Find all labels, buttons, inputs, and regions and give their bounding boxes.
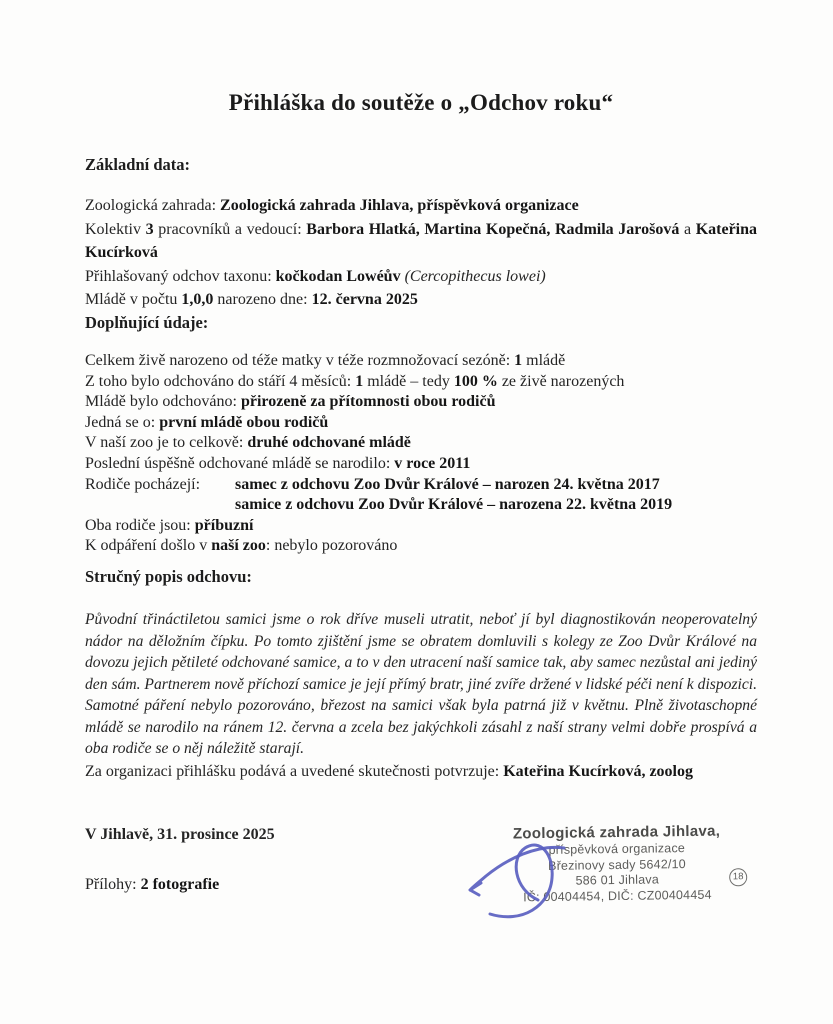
field-value: 1 <box>355 372 364 390</box>
place-date-line: V Jihlavě, 31. prosince 2025 <box>85 826 275 843</box>
field-label: Poslední úspěšně odchované mládě se narodilo: <box>85 454 395 472</box>
field-label: Mládě v počtu <box>85 291 182 308</box>
field-value: první mládě obou rodičů <box>159 413 329 431</box>
field-value: v roce 2011 <box>394 454 471 472</box>
field-odchovano <box>85 392 757 413</box>
field-value: příbuzní <box>194 516 254 534</box>
field-label: Rodiče pocházejí: <box>85 475 201 493</box>
description-paragraph: Původní třináctiletou samici jsme o rok dříve museli utratit, neboť jí byl diagnostikován neoperovatelný nádor na děložním čípku. Po tomto zjištění jsme se obratem domluvili s kolegy ze Zoo Dvůr Králové na dovozu jejich pětileté odchované samice, a to v den utracení naší samice tak, aby samec nezůstal ani jediný den sám. Partnerem nově příchozí samice je její přímý bratr, jiné zvíře držené v lidské péči není k dispozici. Samotné páření nebylo pozorováno, březost na samici však byla patrná již v květnu. Plně životaschopné mládě se narodilo na ránem 12. června a zcela bez jakýchkoli zásahl z naší strany velmi dobře prospívá a oba rodiče se o něj náležitě starají. <box>85 611 757 757</box>
field-label: narozeno dne: <box>213 291 312 308</box>
field-podava <box>85 763 757 781</box>
field-oba <box>85 516 757 537</box>
field-label: K odpáření došlo v <box>85 537 212 555</box>
document-title: Přihláška do soutěže o „Odchov roku“ <box>228 90 614 115</box>
field-label: mládě – tedy <box>363 372 454 390</box>
stamp-line: IČ: 00404454, DIČ: CZ00404454 <box>523 887 712 905</box>
field-rodice <box>85 475 757 516</box>
section-heading-details: Doplňující údaje: <box>85 313 209 332</box>
stamp-line: Březinovy sady 5642/10 <box>547 856 687 873</box>
field-label: Přihlašovaný odchov taxonu: <box>85 267 276 285</box>
field-value: 2 fotografie <box>140 876 220 893</box>
field-value: 3 <box>145 220 154 238</box>
field-label: Kolektiv <box>85 220 146 238</box>
field-jedna <box>85 413 757 434</box>
field-label: : nebylo pozorováno <box>265 537 398 555</box>
field-value: přirozeně za přítomnosti obou rodičů <box>240 393 496 411</box>
field-value: Zoologická zahrada Jihlava, příspěvková organizace <box>220 197 579 214</box>
signature-icon <box>452 834 602 926</box>
field-value: 100 % <box>453 372 498 390</box>
field-value: 12. června 2025 <box>311 291 418 308</box>
field-latin-name: (Cercopithecus lowei) <box>404 267 546 285</box>
field-label: Celkem živě narozeno od téže matky v téže rozmnožovací sezóně: <box>85 352 515 369</box>
field-samec: samec z odchovu Zoo Dvůr Králové – narozen 24. května 2017 <box>235 475 660 493</box>
field-odpareni <box>85 536 757 557</box>
stamp-line: příspěvková organizace <box>548 841 686 857</box>
stamp-org-name: Zoologická zahrada Jihlava, <box>512 822 721 843</box>
section-heading-description: Stručný popis odchovu: <box>85 567 252 586</box>
field-value: Kateřina Kucírková <box>85 220 758 261</box>
field-label: ze živě narozených <box>497 372 625 390</box>
field-label: Mládě bylo odchováno: <box>85 393 241 411</box>
section-heading-basic: Základní data: <box>85 155 190 174</box>
field-value: 1,0,0 <box>181 291 214 308</box>
field-value: Kateřina Kucírková, zoolog <box>503 763 693 780</box>
field-value: kočkodan Lowéův <box>275 267 401 285</box>
field-kolektiv <box>85 218 757 265</box>
field-label: Jedná se o: <box>85 413 160 431</box>
section-details <box>85 351 757 557</box>
field-value: Barbora Hlatká, Martina Kopečná, Radmila Jarošová <box>306 220 680 238</box>
field-label: Zoologická zahrada: <box>85 197 221 214</box>
field-label: Za organizaci přihlášku podává a uvedené skutečnosti potvrzuje: <box>85 763 504 780</box>
field-taxon <box>85 265 757 289</box>
stamp-badge: 18 <box>729 868 747 886</box>
field-vnasi <box>85 433 757 454</box>
field-value: naší zoo <box>211 537 266 555</box>
field-mlade <box>85 288 757 312</box>
field-label: Přílohy: <box>85 876 141 893</box>
field-value: 1 <box>514 352 523 369</box>
field-parents-values <box>235 475 757 516</box>
field-ztoho <box>85 372 757 393</box>
field-label: Oba rodiče jsou: <box>85 516 195 534</box>
field-label: V naší zoo je to celkově: <box>85 434 248 452</box>
field-label: a <box>679 220 696 238</box>
section-basic <box>85 194 757 312</box>
stamp-line: 586 01 Jihlava <box>575 872 660 888</box>
field-celkem <box>85 351 757 372</box>
field-zoo <box>85 194 757 218</box>
field-label: Z toho bylo odchováno do stáří 4 měsíců: <box>85 372 356 390</box>
field-value: druhé odchované mládě <box>247 434 411 452</box>
field-label: mládě <box>522 352 566 369</box>
field-samice: samice z odchovu Zoo Dvůr Králové – narozena 22. května 2019 <box>235 496 673 514</box>
field-posledni <box>85 454 757 475</box>
field-label: pracovníků a vedoucí: <box>153 220 307 238</box>
